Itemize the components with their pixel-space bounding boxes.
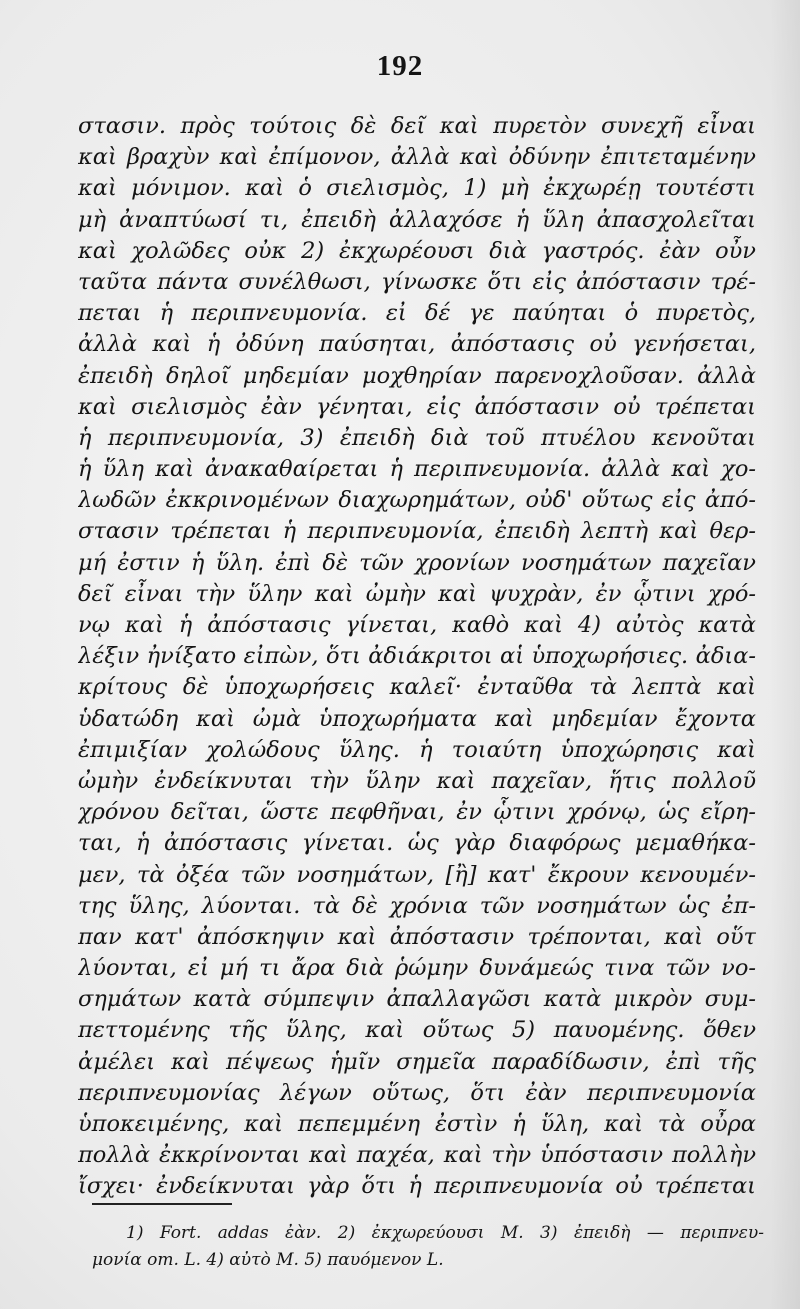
text-line: ὑποκειμένης, καὶ πεπεμμένη ἐστὶν ἡ ὕλη, καὶ τὰ οὖρα	[78, 1111, 756, 1137]
text-line: δεῖ εἶναι τὴν ὕλην καὶ ὠμὴν καὶ ψυχρὰν, ἐν ᾧτινι χρό-	[78, 580, 756, 607]
text-line: μεν, τὰ ὀξέα τῶν νοσημάτων, [ἢ] κατ' ἔκρουν κενουμέν-	[78, 861, 756, 888]
text-line: ἡ περιπνευμονία, 3) ἐπειδὴ διὰ τοῦ πτυέλου κενοῦται	[78, 424, 756, 451]
text-line: καὶ βραχὺν καὶ ἐπίμονον, ἀλλὰ καὶ ὀδύνην ἐπιτεταμένην	[78, 144, 756, 171]
page-number: 192	[376, 50, 424, 82]
text-line: περιπνευμονίας λέγων οὕτως, ὅτι ἐὰν περιπνευμονία	[78, 1079, 756, 1106]
text-line: μὴ ἀναπτύωσί τι, ἐπειδὴ ἀλλαχόσε ἡ ὕλη ἀπασχολεῖται	[78, 206, 756, 233]
text-line: καὶ χολῶδες οὐκ 2) ἐκχωρέουσι διὰ γαστρός. ἐὰν οὖν	[78, 237, 756, 264]
footnote-separator	[92, 1203, 232, 1205]
text-line: κρίτους δὲ ὑποχωρήσεις καλεῖ· ἐνταῦθα τὰ λεπτὰ καὶ	[78, 674, 756, 701]
text-line: νῳ καὶ ἡ ἀπόστασις γίνεται, καθὸ καὶ 4) αὐτὸς κατὰ	[78, 612, 756, 638]
text-line: στασιν. πρὸς τούτοις δὲ δεῖ καὶ πυρετὸν συνεχῆ εἶναι	[78, 113, 756, 139]
text-line: ὑδατώδη καὶ ὠμὰ ὑποχωρήματα καὶ μηδεμίαν ἔχοντα	[78, 705, 756, 732]
text-line: ἡ ὕλη καὶ ἀνακαθαίρεται ἡ περιπνευμονία. ἀλλὰ καὶ χο-	[78, 456, 756, 483]
text-line: μή ἐστιν ἡ ὕλη. ἐπὶ δὲ τῶν χρονίων νοσημάτων παχεῖαν	[78, 549, 756, 576]
text-line: παν κατ' ἀπόσκηψιν καὶ ἀπόστασιν τρέπονται, καὶ οὕτ	[78, 923, 756, 950]
text-line: ται, ἡ ἀπόστασις γίνεται. ὡς γὰρ διαφόρως μεμαθήκα-	[78, 830, 756, 857]
text-line: καὶ σιελισμὸς ἐὰν γένηται, εἰς ἀπόστασιν οὐ τρέπεται	[78, 393, 756, 420]
text-line: της ὕλης, λύονται. τὰ δὲ χρόνια τῶν νοσημάτων ὡς ἐπ-	[78, 892, 756, 919]
text-line: στασιν τρέπεται ἡ περιπνευμονία, ἐπειδὴ λεπτὴ καὶ θερ-	[78, 518, 756, 545]
footnote-line: 1) Fort. addas ἐὰν. 2) ἐκχωρεύουσι M. 3) ἐπειδὴ — περιπνευ-	[126, 1223, 764, 1243]
text-line: ἴσχει· ἐνδείκνυται γὰρ ὅτι ἡ περιπνευμονία οὐ τρέπεται	[78, 1173, 756, 1200]
text-line: ἀμέλει καὶ πέψεως ἡμῖν σημεῖα παραδίδωσιν, ἐπὶ τῆς	[78, 1048, 756, 1075]
text-line: ἐπιμιξίαν χολώδους ὕλης. ἡ τοιαύτη ὑποχώρησις καὶ	[78, 736, 756, 763]
text-line: πεται ἡ περιπνευμονία. εἰ δέ γε παύηται ὁ πυρετὸς,	[78, 300, 756, 327]
text-line: χρόνου δεῖται, ὥστε πεφθῆναι, ἐν ᾧτινι χρόνῳ, ὡς εἴρη-	[78, 799, 756, 826]
text-line: σημάτων κατὰ σύμπεψιν ἀπαλλαγῶσι κατὰ μικρὸν συμ-	[78, 986, 756, 1013]
text-line: πεττομένης τῆς ὕλης, καὶ οὕτως 5) παυομένης. ὅθεν	[78, 1017, 756, 1044]
page-edge-shadow	[770, 0, 800, 1309]
text-line: καὶ μόνιμον. καὶ ὁ σιελισμὸς, 1) μὴ ἐκχωρέῃ τουτέστι	[78, 175, 756, 202]
text-line: λωδῶν ἐκκρινομένων διαχωρημάτων, οὐδ' οὕτως εἰς ἀπό-	[78, 487, 756, 514]
text-line: πολλὰ ἐκκρίνονται καὶ παχέα, καὶ τὴν ὑπόστασιν πολλὴν	[78, 1142, 756, 1169]
footnote-line: μονία om. L. 4) αὐτὸ M. 5) παυόμενον L.	[92, 1250, 444, 1270]
text-line: ἐπειδὴ δηλοῖ μηδεμίαν μοχθηρίαν παρενοχλοῦσαν. ἀλλὰ	[78, 362, 756, 389]
text-line: λύονται, εἰ μή τι ἄρα διὰ ῥώμην δυνάμεώς τινα τῶν νο-	[78, 955, 756, 982]
footnotes-block	[92, 1220, 764, 1274]
text-line: ταῦτα πάντα συνέλθωσι, γίνωσκε ὅτι εἰς ἀπόστασιν τρέ-	[78, 268, 756, 295]
text-line: ὠμὴν ἐνδείκνυται τὴν ὕλην καὶ παχεῖαν, ἥτις πολλοῦ	[78, 767, 756, 794]
text-line: λέξιν ἠνίξατο εἰπὼν, ὅτι ἀδιάκριτοι αἱ ὑποχωρήσιες. ἀδια-	[78, 643, 756, 670]
text-line: ἀλλὰ καὶ ἡ ὀδύνη παύσηται, ἀπόστασις οὐ γενήσεται,	[78, 331, 756, 358]
main-text-block	[78, 111, 756, 1203]
